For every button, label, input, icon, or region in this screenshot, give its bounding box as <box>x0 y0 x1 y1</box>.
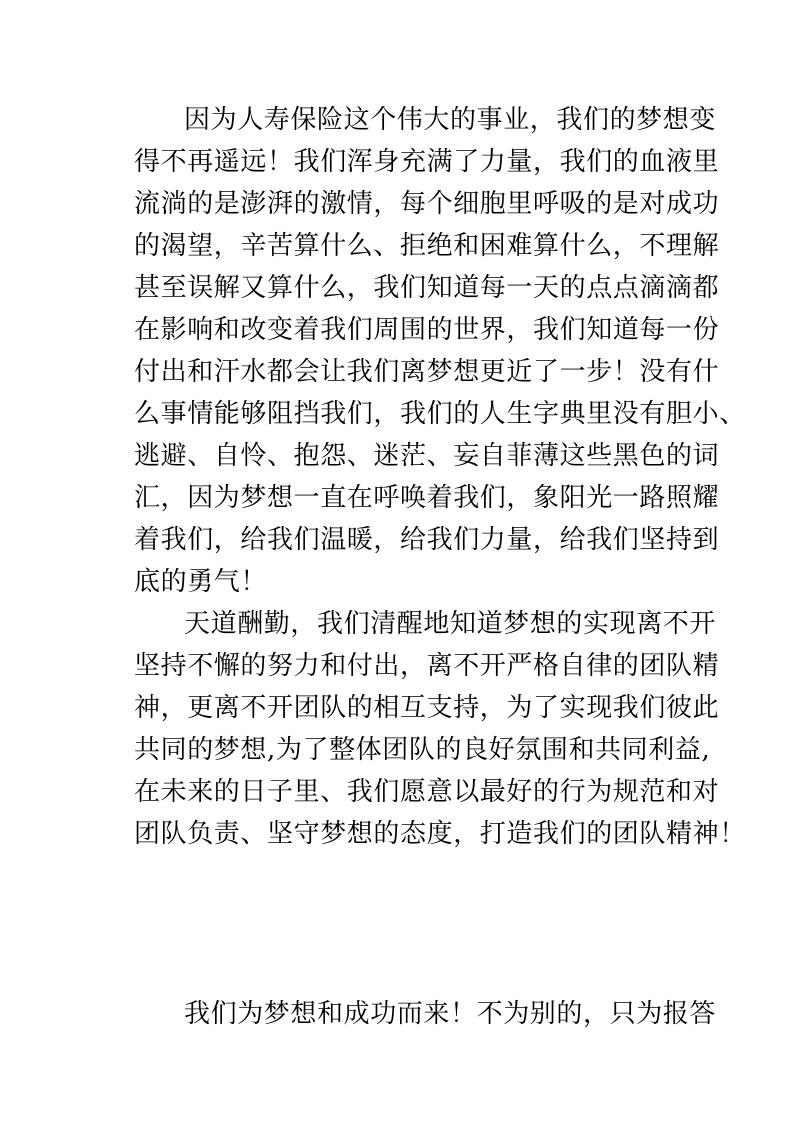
paragraph-1-line-6: 在影响和改变着我们周围的世界，我们知道每一份 <box>134 315 720 345</box>
paragraph-1-line-5: 甚至误解又算什么，我们知道每一天的点点滴滴都 <box>134 273 720 303</box>
paragraph-2-line-2: 坚持不懈的努力和付出，离不开严格自律的团队精 <box>134 651 720 681</box>
paragraph-1-line-11: 着我们，给我们温暖，给我们力量，给我们坚持到 <box>134 525 720 555</box>
paragraph-1-line-3: 流淌的是澎湃的激情，每个细胞里呼吸的是对成功 <box>134 189 720 219</box>
paragraph-1-line-8: 么事情能够阻挡我们，我们的人生字典里没有胆小、 <box>134 399 746 429</box>
paragraph-1-line-2: 得不再遥远！我们浑身充满了力量，我们的血液里 <box>134 147 720 177</box>
paragraph-2-line-1: 天道酬勤，我们清醒地知道梦想的实现离不开 <box>184 609 717 639</box>
paragraph-2-line-4: 共同的梦想,为了整体团队的良好氛围和共同利益, <box>134 735 711 765</box>
paragraph-1-line-9: 逃避、自怜、抱怨、迷茫、妄自菲薄这些黑色的词 <box>134 441 720 471</box>
paragraph-2-line-5: 在未来的日子里、我们愿意以最好的行为规范和对 <box>134 777 720 807</box>
paragraph-1-line-1: 因为人寿保险这个伟大的事业，我们的梦想变 <box>184 105 717 135</box>
paragraph-1-line-7: 付出和汗水都会让我们离梦想更近了一步！没有什 <box>134 357 720 387</box>
paragraph-1-line-4: 的渴望，辛苦算什么、拒绝和困难算什么，不理解 <box>134 231 720 261</box>
paragraph-2-line-3: 神，更离不开团队的相互支持，为了实现我们彼此 <box>134 693 720 723</box>
paragraph-2-line-6: 团队负责、坚守梦想的态度，打造我们的团队精神！ <box>134 819 746 849</box>
paragraph-3-line-1: 我们为梦想和成功而来！不为别的，只为报答 <box>184 999 717 1029</box>
paragraph-1-line-10: 汇，因为梦想一直在呼唤着我们，象阳光一路照耀 <box>134 483 720 513</box>
paragraph-1-line-12: 底的勇气！ <box>134 567 268 597</box>
